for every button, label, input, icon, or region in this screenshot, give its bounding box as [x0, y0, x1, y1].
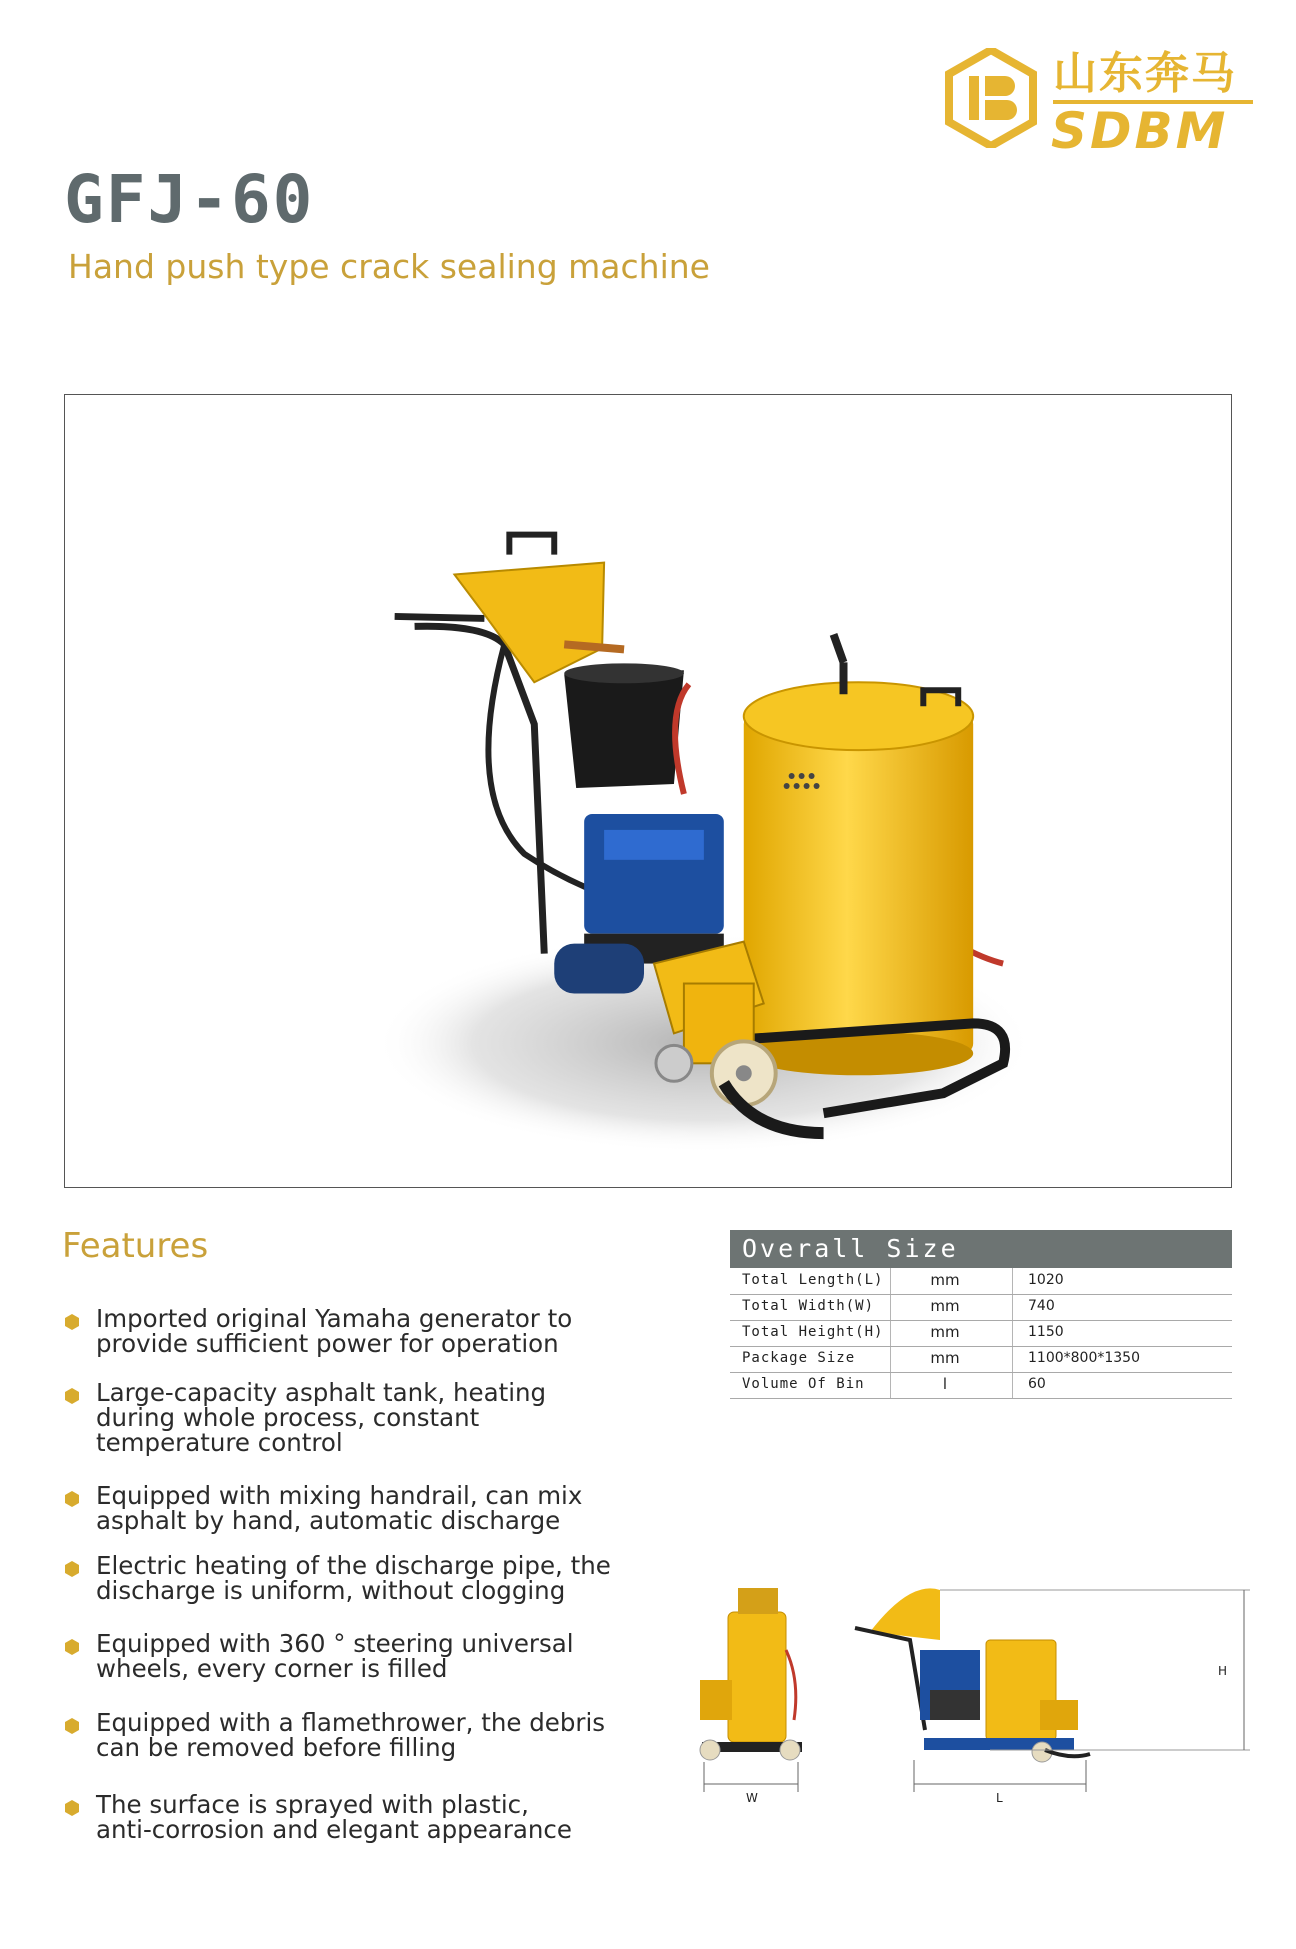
feature-text-line: Electric heating of the discharge pipe, the [96, 1551, 611, 1580]
bullet-hexagon-icon [64, 1561, 80, 1577]
feature-text-line: Equipped with 360 ° steering universal [96, 1629, 574, 1658]
spec-name: Total Height(H) [742, 1324, 884, 1340]
features-heading: Features [62, 1226, 209, 1266]
feature-text-line: Imported original Yamaha generator to [96, 1304, 573, 1333]
bullet-hexagon-icon [64, 1639, 80, 1655]
feature-text-line: asphalt by hand, automatic discharge [96, 1506, 561, 1535]
feature-text-line: discharge is uniform, without clogging [96, 1576, 566, 1605]
spec-unit: mm [930, 1297, 960, 1315]
feature-text-line: during whole process, constant [96, 1403, 480, 1432]
table-row [730, 1372, 1232, 1399]
table-title: Overall Size [730, 1230, 1232, 1268]
bullet-hexagon-icon [64, 1800, 80, 1816]
feature-text-line: Equipped with a flamethrower, the debris [96, 1708, 606, 1737]
bullet-hexagon-icon [64, 1388, 80, 1404]
spec-name: Package Size [742, 1350, 856, 1366]
front-view [700, 1588, 802, 1792]
sdbm-hexagon-icon [945, 48, 1037, 148]
spec-name: Total Length(L) [742, 1272, 884, 1288]
spec-value: 740 [1028, 1298, 1055, 1314]
crack-sealing-machine-illustration [65, 395, 1231, 1187]
brand-name-en: SDBM [1051, 102, 1229, 160]
feature-text-line: temperature control [96, 1428, 343, 1457]
bullet-hexagon-icon [64, 1491, 80, 1507]
dimension-views [690, 1570, 1250, 1810]
feature-text-line: anti-corrosion and elegant appearance [96, 1815, 572, 1844]
feature-text-line: wheels, every corner is filled [96, 1654, 448, 1683]
feature-text-line: can be removed before filling [96, 1733, 457, 1762]
spec-unit: mm [930, 1349, 960, 1367]
bullet-hexagon-icon [64, 1314, 80, 1330]
table-row [730, 1346, 1232, 1373]
spec-value: 1100*800*1350 [1028, 1350, 1140, 1366]
bullet-hexagon-icon [64, 1718, 80, 1734]
product-subtitle: Hand push type crack sealing machine [68, 247, 710, 286]
length-label: L [996, 1791, 1003, 1805]
model-title: GFJ-60 [64, 161, 315, 238]
spec-value: 60 [1028, 1376, 1046, 1392]
feature-text-line: Equipped with mixing handrail, can mix [96, 1481, 583, 1510]
machine-dimension-drawing [690, 1570, 1250, 1810]
side-view [855, 1588, 1250, 1792]
product-photo-frame [64, 394, 1232, 1188]
brand-logo [945, 48, 1255, 160]
brand-name-cn: 山东奔马 [1053, 48, 1237, 99]
height-label: H [1218, 1664, 1228, 1678]
feature-text-line: Large-capacity asphalt tank, heating [96, 1378, 547, 1407]
feature-text-line: The surface is sprayed with plastic, [96, 1790, 529, 1819]
feature-text-line: provide sufficient power for operation [96, 1329, 559, 1358]
width-label: W [746, 1791, 758, 1805]
table-row [730, 1320, 1232, 1347]
spec-value: 1020 [1028, 1272, 1064, 1288]
spec-unit: l [942, 1375, 948, 1393]
spec-value: 1150 [1028, 1324, 1064, 1340]
table-row [730, 1294, 1232, 1321]
spec-name: Total Width(W) [742, 1298, 875, 1314]
spec-unit: mm [930, 1323, 960, 1341]
spec-name: Volume Of Bin [742, 1376, 865, 1392]
spec-unit: mm [930, 1271, 960, 1289]
table-row [730, 1268, 1232, 1295]
